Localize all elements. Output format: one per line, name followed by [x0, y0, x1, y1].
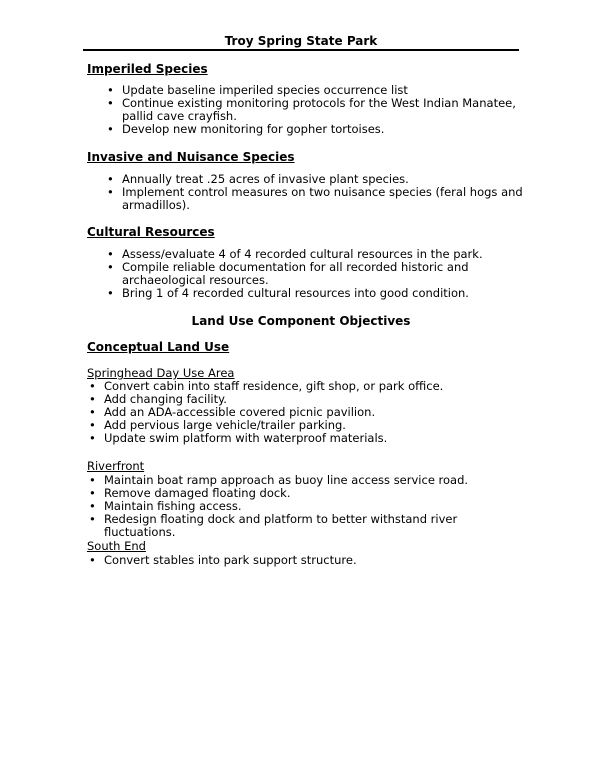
- list-item: • Annually treat .25 acres of invasive plant species.: [105, 173, 525, 186]
- list-item: • Continue existing monitoring protocols for the West Indian Manatee, pallid cave crayfish.: [105, 97, 525, 123]
- list-item: • Redesign floating dock and platform to better withstand river fluctuations.: [87, 513, 527, 539]
- list-item: • Convert cabin into staff residence, gift shop, or park office.: [87, 380, 527, 393]
- list-item: • Add pervious large vehicle/trailer parking.: [87, 419, 527, 432]
- land-use-heading: Land Use Component Objectives: [191, 314, 411, 328]
- springhead-heading: Springhead Day Use Area: [87, 366, 235, 380]
- list-item: • Compile reliable documentation for all recorded historic and archaeological resources.: [105, 261, 525, 287]
- list-item: • Bring 1 of 4 recorded cultural resources into good condition.: [105, 287, 525, 300]
- riverfront-list: [87, 474, 527, 539]
- invasive-species-list: [105, 173, 525, 212]
- list-item: • Update swim platform with waterproof materials.: [87, 432, 527, 445]
- cultural-resources-heading: Cultural Resources: [87, 225, 215, 239]
- cultural-resources-list: [105, 248, 525, 300]
- list-item: • Maintain boat ramp approach as buoy line access service road.: [87, 474, 527, 487]
- south-end-list: [87, 554, 527, 567]
- list-item: • Develop new monitoring for gopher tortoises.: [105, 123, 525, 136]
- imperiled-species-heading: Imperiled Species: [87, 62, 208, 76]
- list-item: • Add an ADA-accessible covered picnic pavilion.: [87, 406, 527, 419]
- list-item: • Remove damaged floating dock.: [87, 487, 527, 500]
- imperiled-species-list: [105, 84, 525, 136]
- conceptual-land-use-heading: Conceptual Land Use: [87, 340, 230, 354]
- page-title: Troy Spring State Park: [83, 35, 519, 51]
- list-item: • Maintain fishing access.: [87, 500, 527, 513]
- riverfront-heading: Riverfront: [87, 459, 145, 473]
- springhead-list: [87, 380, 527, 445]
- list-item: • Update baseline imperiled species occurrence list: [105, 84, 525, 97]
- list-item: • Implement control measures on two nuisance species (feral hogs and armadillos).: [105, 186, 525, 212]
- list-item: • Assess/evaluate 4 of 4 recorded cultural resources in the park.: [105, 248, 525, 261]
- list-item: • Convert stables into park support structure.: [87, 554, 527, 567]
- list-item: • Add changing facility.: [87, 393, 527, 406]
- south-end-heading: South End: [87, 539, 146, 553]
- invasive-species-heading: Invasive and Nuisance Species: [87, 150, 295, 164]
